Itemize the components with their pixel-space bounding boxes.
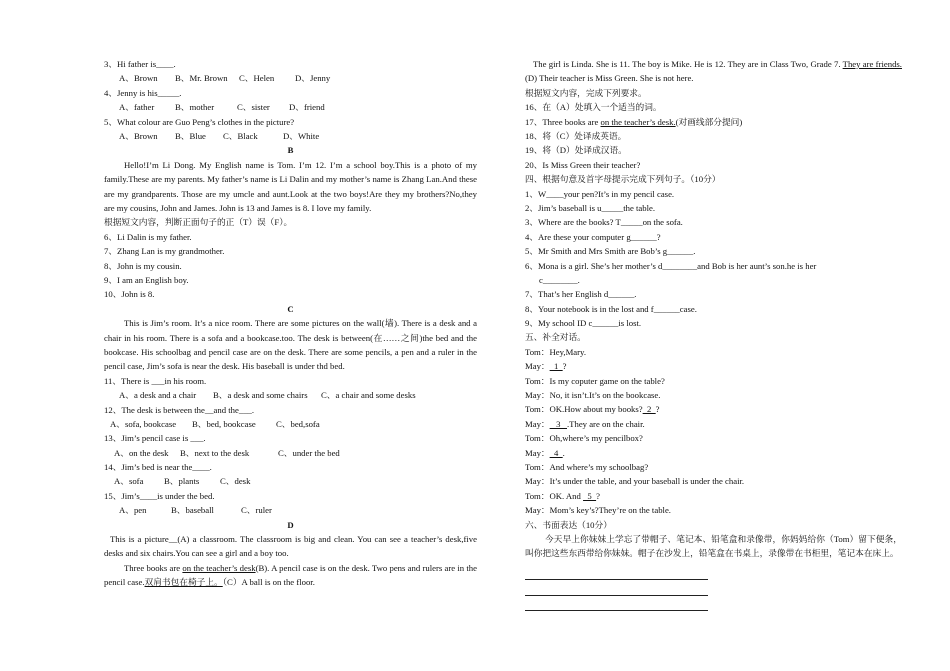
option-a: A、sofa, bookcase — [110, 418, 177, 429]
dialogue-line — [525, 431, 902, 445]
question-13-options — [104, 446, 477, 460]
option-d: D、Jenny — [295, 73, 331, 84]
line-text: . — [562, 447, 565, 458]
option-b: B、mother — [175, 102, 215, 113]
sentence-2: 2、Jim’s baseball is u_____the table. — [525, 202, 656, 213]
dialogue-line — [525, 489, 902, 503]
line-text: ? — [596, 490, 600, 501]
blank-number: 4 — [549, 447, 563, 458]
question-20: 20、Is Miss Green their teacher? — [525, 159, 641, 170]
question-16: 16、在（A）处填入一个适当的词。 — [525, 102, 662, 113]
underlined-phrase: 双肩书包在椅子上。 — [144, 577, 223, 588]
underlined-phrase: on the teacher’s desk — [182, 562, 256, 573]
question-14: 14、Jim’s bed is near the____. — [104, 462, 212, 473]
question-5: 5、What colour are Guo Peng’s clothes in the picture? — [104, 116, 295, 127]
option-c: C、ruler — [241, 505, 272, 516]
question-4-options — [104, 100, 477, 114]
question-3-options — [104, 71, 477, 85]
option-a: A、on the desk — [114, 447, 169, 458]
line-text: OK. And — [549, 490, 584, 501]
sentence-9: 9、My school ID c______is lost. — [525, 318, 642, 329]
question-12-options — [104, 417, 477, 431]
sentence-6: 6、Mona is a girl. She’s her mother’s d________and Bob is her aunt’s son.he is her — [525, 260, 817, 271]
left-column — [104, 57, 477, 590]
blank-number: 5 — [583, 490, 597, 501]
sentence-5: 5、Mr Smith and Mrs Smith are Bob’s g______. — [525, 246, 696, 257]
sentence-6-continued: c________. — [539, 274, 580, 285]
answer-line[interactable] — [525, 580, 708, 595]
line-text: Oh,where’s my pencilbox? — [549, 433, 643, 444]
option-c: C、bed,sofa — [276, 418, 320, 429]
text: （C）A ball is on the floor. — [222, 577, 315, 588]
option-b: B、Blue — [175, 130, 206, 141]
right-column — [525, 57, 902, 611]
passage-c: This is Jim’s room. It’s a nice room. There are some pictures on the wall(墙). There is a desk and a chair in his room. There is a sofa and a bookcase.too. The desk is between(在……之间)the bed and the bookcase. His schoolbag and pencil case are on the desk. There are some pencils, a pen and a ruler in the pencil case, Jim’s sofa is near the desk. His baseball is under thd bed. — [104, 318, 477, 372]
question-4: 4、Jenny is his_____. — [104, 87, 182, 98]
option-a: A、a desk and a chair — [119, 390, 197, 401]
question-15: 15、Jim’s____is under the bed. — [104, 490, 215, 501]
blank-number: 1 — [549, 361, 563, 372]
question-18: 18、将（C）处译成英语。 — [525, 130, 627, 141]
question-19: 19、将（D）处译成汉语。 — [525, 145, 627, 156]
option-c: C、Helen — [239, 73, 275, 84]
line-text: No, it isn’t.It’s on the bookcase. — [549, 390, 661, 401]
section-d-heading: D — [287, 519, 294, 530]
text: Three books are — [124, 562, 183, 573]
option-b: B、a desk and some chairs — [213, 390, 308, 401]
line-text: OK.How about my books? — [549, 404, 643, 415]
speaker: May： — [525, 390, 550, 401]
dialogue-line — [525, 388, 902, 402]
speaker: May： — [525, 361, 550, 372]
blank-number: 3 — [549, 418, 567, 429]
option-b: B、Mr. Brown — [175, 73, 228, 84]
passage-b: Hello!I’m Li Dong. My English name is Tom. I’m 12. I’m a school boy.This is a photo of my family.These are my parents. My father’s name is Li Dalin and my mother’s name is Zhang Lan.And these are my grandparents. Those are my umcle and aunt.Look at the two boys!Are they my brothers?No,they are my cousins, John and James. John is 13 and James is 8. I love my family. — [104, 159, 477, 213]
passage-d-paragraph-3 — [525, 57, 902, 86]
question-11: 11、There is ___in his room. — [104, 375, 207, 386]
section-b-heading: B — [287, 145, 294, 156]
sentence-3: 3、Where are the books? T_____on the sofa. — [525, 217, 683, 228]
section-b-instruction: 根据短文内容，判断正面句子的正（T）误（F）。 — [104, 217, 293, 228]
question-13: 13、Jim’s pencil case is ___. — [104, 433, 206, 444]
section-5-heading: 五、补全对话。 — [525, 332, 586, 343]
passage-d-paragraph-1: This is a picture__(A) a classroom. The classroom is big and clean. You can see a teacher’s desk,five desks and six chairs.You can see a girl and a boy too. — [104, 534, 477, 559]
line-text: .They are on the chair. — [567, 418, 645, 429]
dialogue-line — [525, 345, 902, 359]
section-c-heading: C — [287, 303, 294, 314]
speaker: May： — [525, 476, 550, 487]
question-14-options — [104, 474, 477, 488]
passage-d-paragraph-2 — [104, 561, 477, 590]
sentence-8: 8、Your notebook is in the lost and f______case. — [525, 303, 697, 314]
line-text: Hey,Mary. — [549, 346, 587, 357]
line-text: It’s under the table, and your baseball is under the chair. — [549, 476, 745, 487]
question-3: 3、Hi father is____. — [104, 59, 176, 69]
line-text: ? — [562, 361, 567, 372]
dialogue-line — [525, 374, 902, 388]
dialogue-line — [525, 460, 902, 474]
line-text: Mom’s key’s?They’re on the table. — [549, 505, 671, 516]
option-a: A、sofa — [114, 476, 144, 487]
text: (对画线部分提问) — [675, 116, 743, 127]
question-17 — [525, 115, 902, 129]
speaker: May： — [525, 505, 550, 516]
speaker: May： — [525, 447, 550, 458]
writing-prompt: 今天早上你妹妹上学忘了带帽子、笔记本、铅笔盒和录像带，你妈妈给你（Tom）留下便条，叫你把这些东西带给你妹妹。帽子在沙发上，铅笔盒在书桌上，录像带在书柜里，笔记本在床上。 — [525, 533, 902, 559]
statement-6: 6、Li Dalin is my father. — [104, 231, 192, 242]
option-b: B、plants — [164, 476, 200, 487]
speaker: Tom： — [525, 404, 550, 415]
text: (B). A pencil case is on the desk. Two pens and rulers are in the pencil case. — [104, 562, 477, 588]
underlined-phrase: on the teacher’s desk. — [600, 116, 676, 127]
dialogue — [525, 345, 902, 518]
dialogue-line — [525, 503, 902, 517]
section-4-heading: 四、根据句意及首字母提示完成下列句子。（10分） — [525, 174, 721, 185]
text: The girl is Linda. She is 11. The boy is Mike. He is 12. They are in Class Two, Grade 7. — [533, 59, 843, 69]
option-d: D、White — [283, 130, 320, 141]
statement-7: 7、Zhang Lan is my grandmother. — [104, 246, 225, 257]
option-c: C、Black — [223, 130, 258, 141]
dialogue-line — [525, 402, 902, 416]
option-c: C、a chair and some desks — [321, 390, 416, 401]
option-a: A、Brown — [119, 73, 158, 84]
dialogue-line — [525, 474, 902, 488]
dialogue-line — [525, 446, 902, 460]
section-6-heading: 六、书面表达（10分） — [525, 519, 612, 530]
text: (D) Their teacher is Miss Green. She is not here. — [525, 73, 694, 84]
line-text: Is my coputer game on the table? — [549, 375, 665, 386]
speaker: Tom： — [525, 346, 550, 357]
statement-8: 8、John is my cousin. — [104, 260, 182, 271]
option-a: A、father — [119, 102, 155, 113]
option-b: B、next to the desk — [180, 447, 250, 458]
line-text: ? — [655, 404, 660, 415]
option-b: B、bed, bookcase — [192, 418, 256, 429]
question-5-options — [104, 129, 477, 143]
question-15-options — [104, 503, 477, 517]
answer-line[interactable] — [525, 596, 708, 611]
line-text: And where’s my schoolbag? — [549, 461, 649, 472]
speaker: Tom： — [525, 461, 550, 472]
sentence-1: 1、W____your pen?It’s in my pencil case. — [525, 188, 675, 199]
answer-line[interactable] — [525, 565, 708, 580]
blank-number: 2 — [642, 404, 656, 415]
speaker: May： — [525, 418, 550, 429]
option-c: C、under the bed — [278, 447, 340, 458]
underlined-phrase: They are friends. — [842, 59, 902, 69]
option-c: C、desk — [220, 476, 251, 487]
statement-10: 10、John is 8. — [104, 289, 155, 300]
option-b: B、baseball — [171, 505, 214, 516]
question-12: 12、The desk is between the__and the___. — [104, 404, 255, 415]
speaker: Tom： — [525, 433, 550, 444]
speaker: Tom： — [525, 375, 550, 386]
option-d: D、friend — [289, 102, 325, 113]
option-a: A、Brown — [119, 130, 158, 141]
speaker: Tom： — [525, 490, 550, 501]
option-c: C、sister — [237, 102, 270, 113]
sentence-7: 7、That’s her English d______. — [525, 289, 637, 300]
sentence-4: 4、Are these your computer g______? — [525, 231, 661, 242]
dialogue-line — [525, 417, 902, 431]
statement-9: 9、I am an English boy. — [104, 274, 189, 285]
question-11-options — [104, 388, 477, 402]
section-d-instruction: 根据短文内容，完成下列要求。 — [525, 87, 647, 98]
option-a: A、pen — [119, 505, 147, 516]
dialogue-line — [525, 359, 902, 373]
text: 17、Three books are — [525, 116, 601, 127]
